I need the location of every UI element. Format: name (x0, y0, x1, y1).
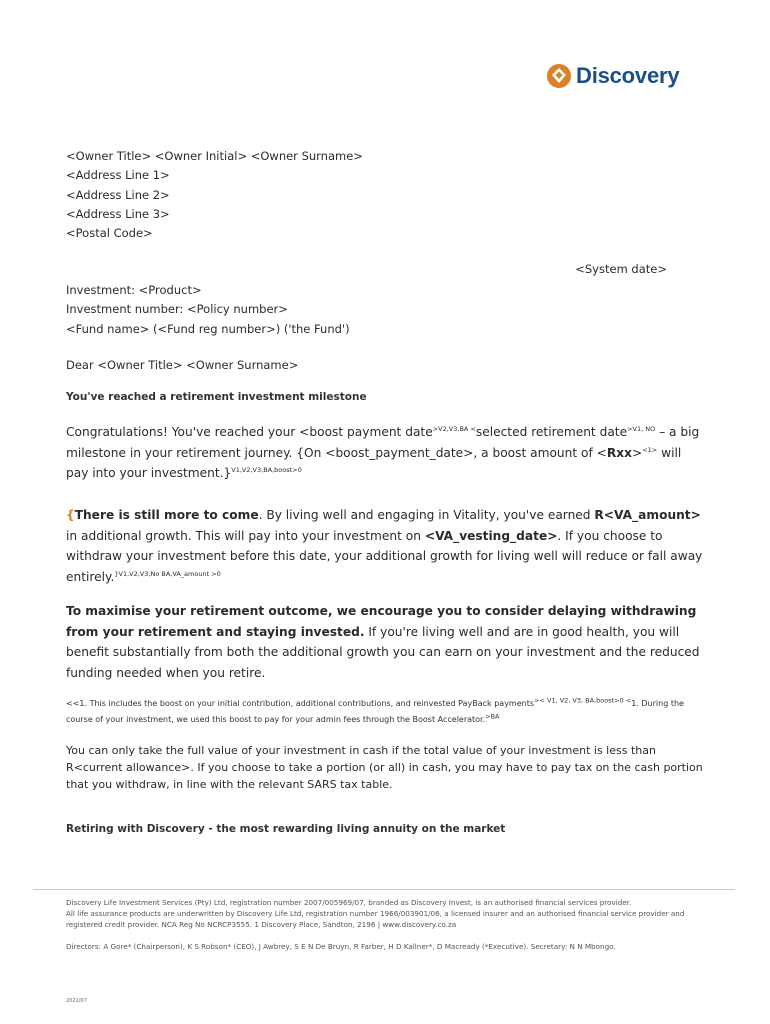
p1-footnote-ref: <1> (642, 445, 658, 454)
p1-text-2: selected retirement date (475, 425, 628, 439)
p3-text: If you're living well and are in good health, you will benefit substantially from both the additional growth you can earn on your investment and the reduced funding needed when you retire. (66, 624, 700, 680)
investment-number: Investment number: <Policy number> (66, 302, 288, 317)
footer-divider (33, 889, 735, 890)
discovery-logo (546, 63, 679, 89)
footer-directors: Directors: A Gore* (Chairperson), K S Robson* (CEO), J Awbrey, S E N De Bruyn, R Farber, H D Kallner*, D Macready (*Executive). Secretary: N N Mbongo. (66, 942, 616, 951)
retiring-heading: Retiring with Discovery - the most rewarding living annuity on the market (66, 823, 506, 835)
system-date: <System date> (575, 262, 667, 276)
investment-details (66, 281, 350, 339)
address-block (66, 147, 363, 243)
congratulations-paragraph (66, 422, 706, 484)
p1-condition-1: >V2,V3,BA < (432, 424, 476, 433)
p1-text-5: > (631, 445, 643, 460)
p1-text-6: will pay into your investment.} (66, 445, 682, 480)
p1-condition-3: V1,V2,V3,BA,boost>0 (231, 465, 302, 474)
p2-lead: There is still more to come (74, 508, 259, 522)
note-text-2: 1. During the course of your investment, we used this boost to pay for your admin fees through the Boost Accelerator. (66, 699, 684, 724)
document-version: 2021/07 (66, 998, 87, 1004)
boost-amount: Rxx (606, 445, 632, 460)
p1-text-1: Congratulations! You've reached your <boost payment date (66, 425, 433, 439)
address-line-1: <Address Line 1> (66, 168, 170, 183)
note-condition-2: >BA (485, 712, 500, 721)
va-vesting-date: <VA_vesting_date> (424, 528, 558, 543)
footer-line-1: Discovery Life Investment Services (Pty) Ltd, registration number 2007/005969/07, branded as Discovery Invest, is an authorised financial services provider. (66, 898, 632, 907)
p1-text-3: – a big milestone in your retirement journey. {On <boost_payment_date>, a boost amount of < (66, 425, 700, 460)
address-line-2: <Address Line 2> (66, 187, 170, 202)
note-text-1: <<1. This includes the boost on your initial contribution, additional contributions, and reinvested PayBack payments (66, 699, 535, 708)
p2-brace: { (66, 508, 75, 522)
logo-text: Discovery (576, 63, 680, 88)
address-line-3: <Address Line 3> (66, 206, 170, 221)
p2-text-4: in additional growth. This will pay into your investment on (66, 528, 425, 543)
discovery-diamond-icon (546, 63, 572, 89)
va-amount: R<VA_amount> (594, 508, 701, 522)
p2-condition: }V1,V2,V3,No BA,VA_amount >0 (114, 569, 221, 578)
note-condition-1: >< V1, V2, V3, BA,boost>0 < (534, 696, 632, 705)
address-owner: <Owner Title> <Owner Initial> <Owner Surname> (66, 149, 363, 163)
p3-lead: To maximise your retirement outcome, we encourage you to consider delaying withdrawing from your retirement and staying invested. (66, 604, 697, 639)
boost-footnote (66, 696, 706, 728)
vitality-paragraph (66, 505, 706, 587)
letter-heading: You've reached a retirement investment milestone (66, 391, 367, 403)
salutation: Dear <Owner Title> <Owner Surname> (66, 358, 299, 372)
p2-text-6: . If you choose to withdraw your investment before this date, your additional growth for living well will reduce or fall away entirely. (66, 528, 703, 584)
cash-paragraph: You can only take the full value of your investment in cash if the total value of your investment is less than R<current allowance>. If you choose to take a portion (or all) in cash, you may have to pay tax on the cash portion that you withdraw, in line with the relevant SARS tax table. (66, 744, 703, 792)
footer-legal (66, 897, 716, 930)
p1-condition-2: >V1, NO (627, 424, 656, 433)
maximise-paragraph (66, 601, 706, 683)
investment-product: Investment: <Product> (66, 283, 202, 297)
p2-text-2: . By living well and engaging in Vitality, you've earned (258, 508, 595, 522)
footer-line-2: All life assurance products are underwritten by Discovery Life Ltd, registration number 1966/003901/06, a licensed insurer and an authorised financial service provider and registered credit provider. NCA Reg No NCRCP3555. 1 Discovery Place, Sandton, 2196 | www.discovery.co.za (66, 909, 685, 929)
fund-name: <Fund name> (<Fund reg number>) ('the Fund') (66, 321, 350, 336)
address-postal-code: <Postal Code> (66, 226, 153, 241)
